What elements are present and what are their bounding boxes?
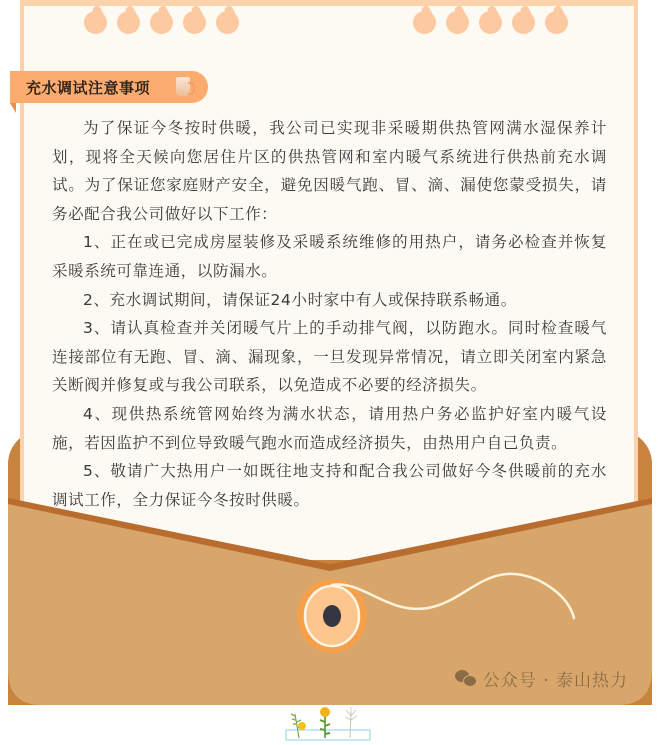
- binder-ring-icon: [545, 10, 568, 34]
- banner-fold: [10, 103, 16, 113]
- binder-ring-icon: [84, 10, 107, 34]
- intro-paragraph: 为了保证今冬按时供暖，我公司已实现非采暖期供热管网满水湿保养计划，现将全天候向您居住片区的供热管网和室内暖气系统进行供热前充水调试。为了保证您家庭财产安全，避免因暖气跑、冒、滴、漏使您蒙受损失，请务必配合我公司做好以下工作：: [52, 119, 607, 223]
- binder-rings-left: [84, 6, 239, 34]
- watermark-text: 公众号 · 泰山热力: [482, 671, 628, 691]
- wechat-icon: [455, 670, 477, 688]
- item-5: 5、敬请广大热用户一如既往地支持和配合我公司做好今冬供暖前的充水调试工作，全力保证今冬按时供暖。: [52, 462, 607, 509]
- item-2: 2、充水调试期间，请保证24小时家中有人或保持联系畅通。: [83, 290, 517, 309]
- mug-icon: [176, 77, 190, 96]
- item-4: 4、现供热系统管网始终为满水状态，请用热户务必监护好室内暖气设施，若因监护不到位导致暖气跑水而造成经济损失，由热用户自己负责。: [52, 404, 607, 452]
- binder-ring-icon: [117, 10, 140, 34]
- section-title-banner: [10, 71, 208, 103]
- binder-ring-icon: [216, 10, 239, 34]
- binder-ring-icon: [413, 10, 436, 34]
- item-1: 1、正在或已完成房屋装修及采暖系统维修的用热户，请务必检查并恢复采暖系统可靠连通，以防漏水。: [52, 233, 607, 280]
- binder-ring-icon: [479, 10, 502, 34]
- binder-ring-icon: [446, 10, 469, 34]
- flower-decoration-icon: [285, 704, 371, 742]
- binder-ring-icon: [183, 10, 206, 34]
- binder-rings-right: [413, 6, 568, 34]
- binder-ring-icon: [512, 10, 535, 34]
- section-title: 充水调试注意事项: [26, 78, 151, 97]
- watermark: [455, 666, 628, 691]
- binder-ring-icon: [150, 10, 173, 34]
- item-3: 3、请认真检查并关闭暖气片上的手动排气阀，以防跑水。同时检查暖气连接部位有无跑、冒、滴、漏现象，一旦发现异常情况，请立即关闭室内紧急关断阀并修复或与我公司联系，以免造成不必要的经济损失。: [52, 319, 607, 395]
